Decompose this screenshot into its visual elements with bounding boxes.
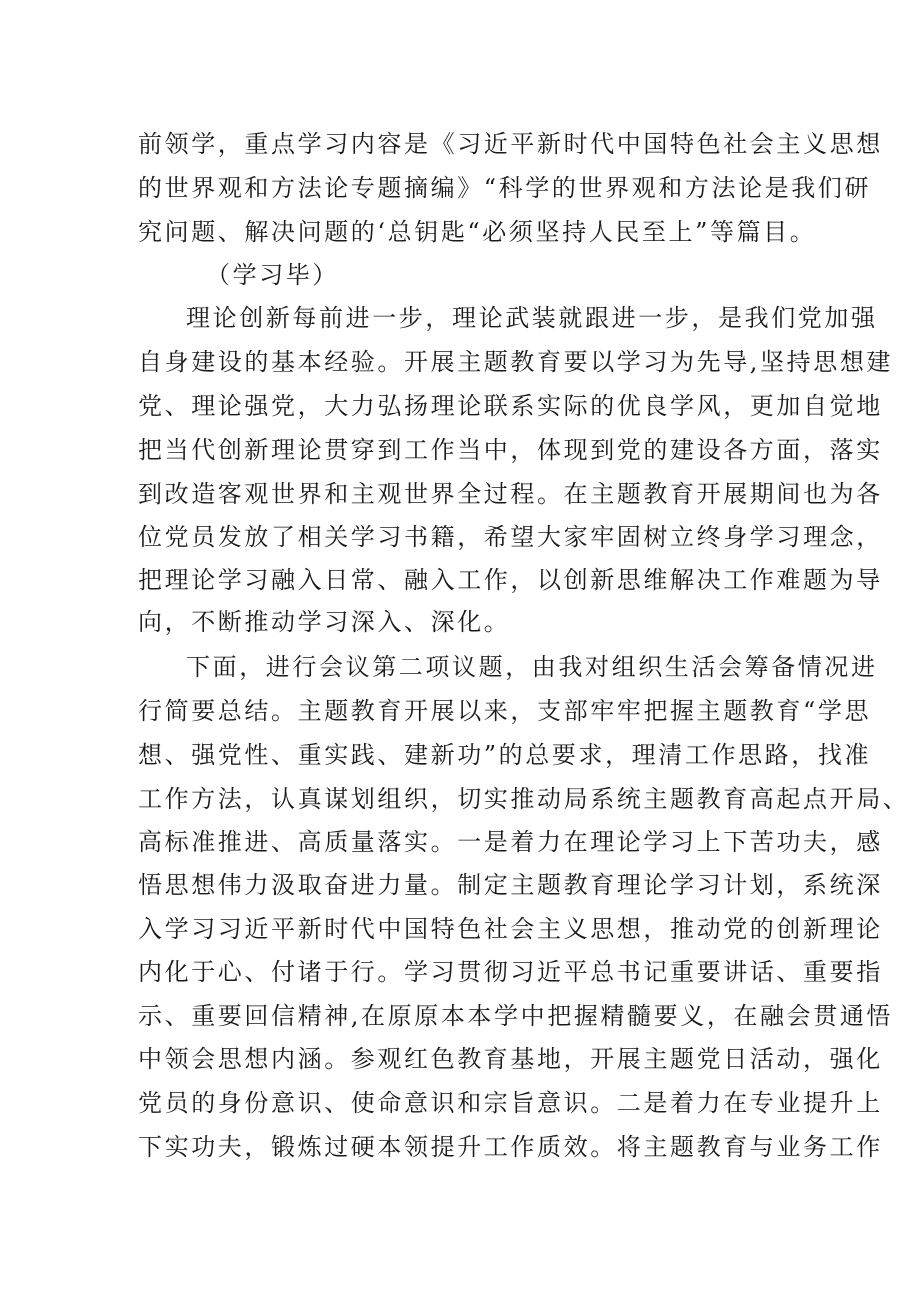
text-line: 把理论学习融入日常、融入工作，以创新思维解决工作难题为导	[138, 566, 883, 594]
text-line: 自身建设的基本经验。开展主题教育要以学习为先导,坚持思想建	[138, 348, 894, 376]
text-line: 的世界观和方法论专题摘编》“科学的世界观和方法论是我们研	[138, 174, 872, 202]
text-line: 内化于心、付诸于行。学习贯彻习近平总书记重要讲话、重要指	[138, 958, 883, 986]
text-line: 把当代创新理论贯穿到工作当中，体现到党的建设各方面，落实	[138, 436, 883, 464]
text-line: 入学习习近平新时代中国特色社会主义思想，推动党的创新理论	[138, 915, 883, 943]
text-line: 党员的身份意识、使命意识和宗旨意识。二是着力在专业提升上	[138, 1089, 883, 1117]
text-line: 下实功夫，锻炼过硬本领提升工作质效。将主题教育与业务工作	[138, 1133, 883, 1161]
text-line: 示、重要回信精神,在原原本本学中把握精髓要义，在融会贯通悟	[138, 1002, 894, 1030]
text-line: 到改造客观世界和主观世界全过程。在主题教育开展期间也为各	[138, 480, 883, 508]
text-line: 党、理论强党，大力弘扬理论联系实际的优良学风，更加自觉地	[138, 392, 883, 420]
text-line: 究问题、解决问题的‘总钥匙“必须坚持人民至上”等篇目。	[138, 218, 817, 246]
text-line: 向，不断推动学习深入、深化。	[138, 608, 511, 636]
text-line: 高标准推进、高质量落实。一是着力在理论学习上下苦功夫，感	[138, 828, 883, 856]
text-line: 位党员发放了相关学习书籍，希望大家牢固树立终身学习理念，	[138, 523, 883, 551]
text-line: 下面，进行会议第二项议题，由我对组织生活会筹备情况进	[186, 653, 878, 681]
text-line: 工作方法，认真谋划组织，切实推动局系统主题教育高起点开局、	[138, 785, 910, 813]
text-line: 中领会思想内涵。参观红色教育基地，开展主题党日活动，强化	[138, 1045, 883, 1073]
text-line: 前领学，重点学习内容是《习近平新时代中国特色社会主义思想	[138, 130, 883, 158]
text-line: 理论创新每前进一步，理论武装就跟进一步，是我们党加强	[186, 304, 878, 332]
text-line: 悟思想伟力汲取奋进力量。制定主题教育理论学习计划，系统深	[138, 871, 883, 899]
text-line: 想、强党性、重实践、建新功”的总要求，理清工作思路，找准	[138, 741, 872, 769]
study-end-note: （学习毕）	[206, 261, 339, 289]
text-line: 行简要总结。主题教育开展以来，支部牢牢把握主题教育“学思	[138, 697, 872, 725]
